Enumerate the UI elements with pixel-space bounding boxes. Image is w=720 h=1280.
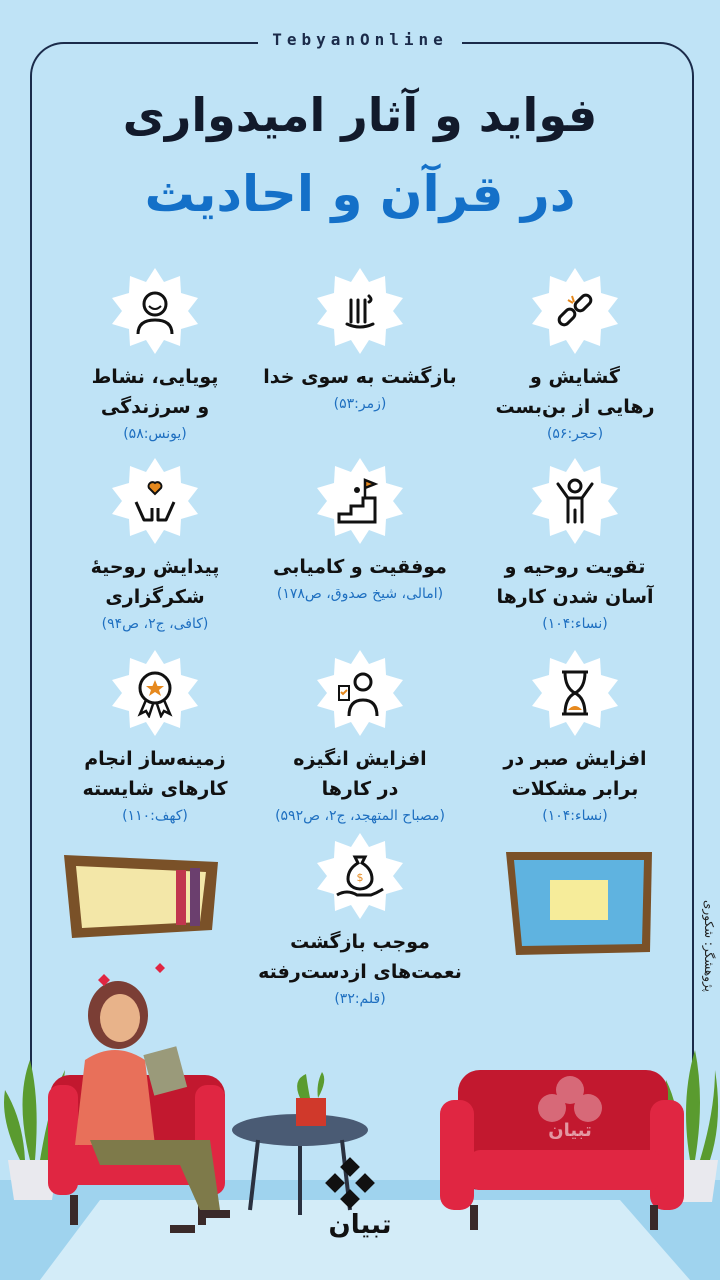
benefit-reference: (کهف:۱۱۰) (122, 808, 188, 824)
left-window-illustration (64, 855, 218, 938)
benefit-label: افزایش انگیزه در کارها (293, 748, 427, 800)
benefit-item (245, 650, 475, 824)
award-ribbon-icon (130, 668, 180, 718)
benefit-item (460, 268, 690, 442)
right-frame-illustration (506, 852, 652, 955)
allah-calligraphy-icon (335, 286, 385, 336)
tebyan-logo-text: تبیان (328, 1210, 392, 1240)
benefit-item (245, 268, 475, 412)
brand-header (0, 30, 720, 49)
benefit-item (40, 458, 270, 632)
benefit-label: زمینه‌ساز انجام کارهای شایسته (82, 748, 228, 800)
benefit-label: گشایش و رهایی از بن‌بست (495, 366, 655, 418)
smiling-person-icon (130, 286, 180, 336)
title-line-2: در قرآن و احادیث (144, 165, 576, 223)
benefit-label: موفقیت و کامیابی (273, 556, 447, 578)
watermark-text: تبیان (548, 1120, 592, 1141)
benefit-reference: (امالی، شیخ صدوق، ص۱۷۸) (276, 586, 444, 602)
benefit-label: پیدایش روحیهٔ شکرگزاری (90, 556, 220, 608)
title-line-1: فواید و آثار امیدواری (122, 88, 598, 142)
hourglass-icon (550, 668, 600, 718)
success-stairs-flag-icon (335, 476, 385, 526)
cheering-person-icon (550, 476, 600, 526)
researcher-credit: پژوهشگر: شکوری (702, 900, 716, 992)
brand-name: TebyanOnline (258, 30, 462, 49)
benefit-item (460, 650, 690, 824)
benefit-item (460, 458, 690, 632)
benefit-reference: (کافی، ج۲، ص۹۴) (101, 616, 209, 632)
benefit-label: افزایش صبر در برابر مشکلات (503, 748, 647, 800)
benefit-reference: (قلم:۳۲) (334, 991, 386, 1007)
motivated-worker-icon (335, 668, 385, 718)
benefit-reference: (حجر:۵۶) (546, 426, 604, 442)
benefit-item (40, 650, 270, 824)
benefit-label: موجب بازگشت نعمت‌های ازدست‌رفته (258, 931, 462, 983)
benefit-label: تقویت روحیه و آسان شدن کارها (496, 556, 654, 608)
benefit-label: بازگشت به سوی خدا (263, 366, 457, 388)
benefit-reference: (نساء:۱۰۴) (542, 616, 608, 632)
benefit-reference: (یونس:۵۸) (123, 426, 187, 442)
benefit-label: پویایی، نشاط و سرزندگی (91, 366, 219, 418)
benefit-reference: (نساء:۱۰۴) (542, 808, 608, 824)
benefit-reference: (مصباح المتهجد، ج۲، ص۵۹۲) (275, 808, 445, 824)
benefit-reference: (زمر:۵۳) (333, 396, 387, 412)
broken-chain-icon (550, 286, 600, 336)
benefit-item (40, 268, 270, 442)
hands-heart-icon (130, 476, 180, 526)
svg-text:$: $ (356, 871, 364, 884)
benefit-item (245, 458, 475, 602)
